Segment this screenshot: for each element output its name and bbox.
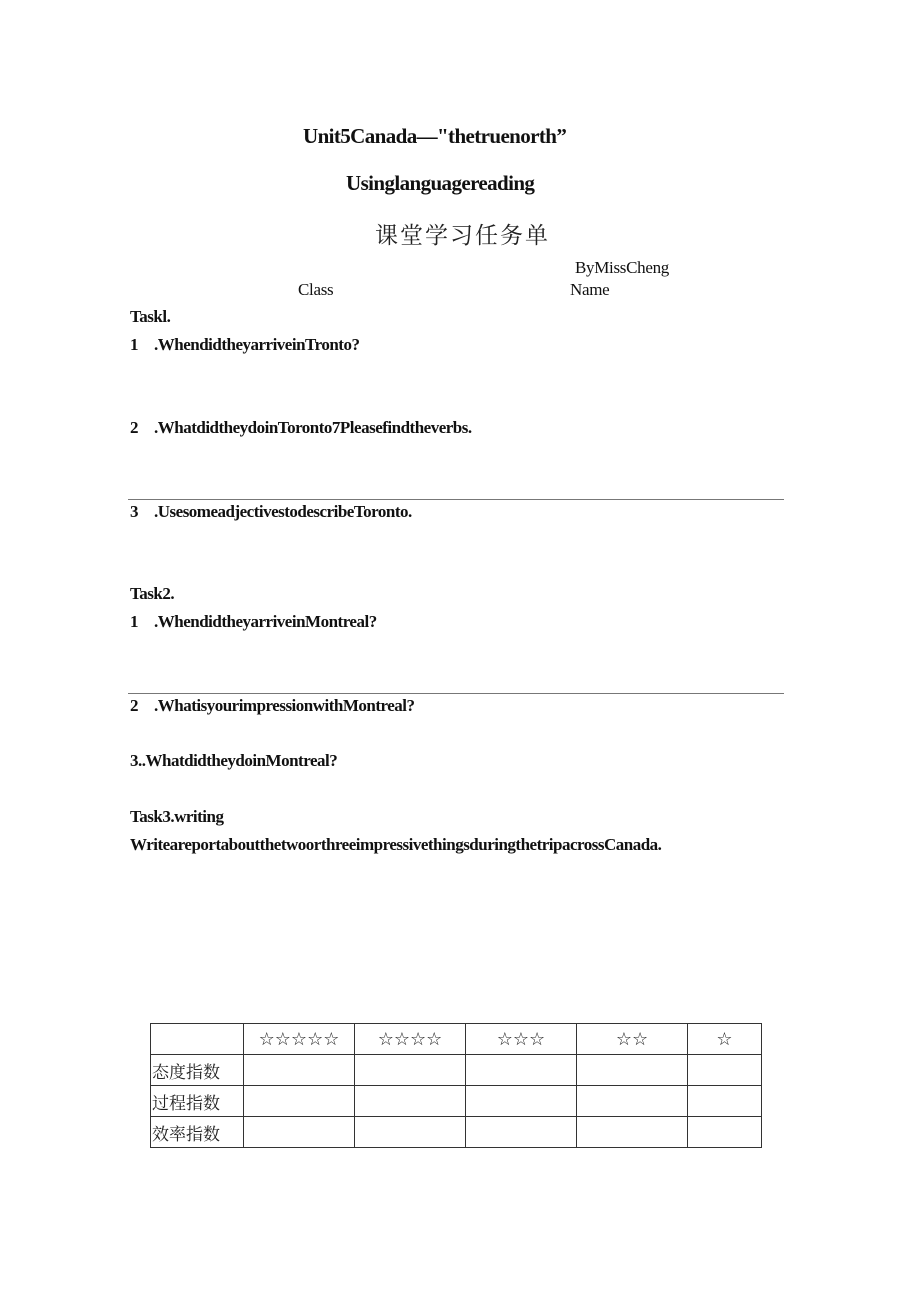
question-text: .UsesomeadjectivestodescribeToronto.	[154, 502, 412, 521]
question-number: 2	[130, 696, 138, 715]
task1-question-1	[130, 335, 359, 355]
question-number: 2	[130, 418, 138, 437]
question-text: .WhatdidtheydoinToronto7Pleasefindtheverbs.	[154, 418, 472, 437]
answer-line	[128, 499, 784, 500]
page-title: Unit5Canada—"thetruenorth”	[303, 124, 567, 148]
page-subtitle: Usinglanguagereading	[346, 171, 535, 195]
rating-cell[interactable]	[466, 1086, 577, 1117]
table-corner-cell	[151, 1024, 244, 1055]
rating-two-stars: ☆☆	[577, 1024, 688, 1055]
name-label: Name	[570, 280, 610, 299]
task1-question-2	[130, 418, 472, 438]
task1-heading: Taskl.	[130, 307, 171, 326]
answer-line	[128, 693, 784, 694]
task2-question-3: 3..WhatdidtheydoinMontreal?	[130, 751, 338, 770]
rating-cell[interactable]	[355, 1117, 466, 1148]
rating-four-stars: ☆☆☆☆	[355, 1024, 466, 1055]
task3-heading: Task3.writing	[130, 807, 224, 826]
worksheet-title-cn: 课堂学习任务单	[375, 223, 550, 249]
rating-cell[interactable]	[466, 1055, 577, 1086]
rating-cell[interactable]	[577, 1086, 688, 1117]
rating-cell[interactable]	[466, 1117, 577, 1148]
question-number: 1	[130, 612, 138, 631]
table-row	[151, 1055, 762, 1086]
question-text: .WhatisyourimpressionwithMontreal?	[154, 696, 415, 715]
rating-five-stars: ☆☆☆☆☆	[244, 1024, 355, 1055]
evaluation-table	[150, 1023, 762, 1148]
row-label-process: 过程指数	[151, 1086, 244, 1117]
rating-cell[interactable]	[244, 1055, 355, 1086]
rating-cell[interactable]	[355, 1055, 466, 1086]
row-label-efficiency: 效率指数	[151, 1117, 244, 1148]
rating-cell[interactable]	[688, 1117, 762, 1148]
rating-cell[interactable]	[244, 1117, 355, 1148]
table-row	[151, 1086, 762, 1117]
table-row	[151, 1117, 762, 1148]
rating-cell[interactable]	[577, 1117, 688, 1148]
question-text: .WhendidtheyarriveinTronto?	[154, 335, 360, 354]
rating-cell[interactable]	[688, 1055, 762, 1086]
task2-heading: Task2.	[130, 584, 175, 603]
task1-question-3	[130, 502, 412, 522]
rating-three-stars: ☆☆☆	[466, 1024, 577, 1055]
rating-cell[interactable]	[244, 1086, 355, 1117]
rating-cell[interactable]	[688, 1086, 762, 1117]
author-line: ByMissCheng	[575, 258, 669, 277]
table-header-row	[151, 1024, 762, 1055]
task2-question-1	[130, 612, 377, 632]
task3-prompt: WriteareportaboutthetwoorthreeimpressivethingsduringthetripacrossCanada.	[130, 835, 662, 854]
rating-one-star: ☆	[688, 1024, 762, 1055]
rating-cell[interactable]	[355, 1086, 466, 1117]
question-text: .WhendidtheyarriveinMontreal?	[154, 612, 377, 631]
task2-question-2	[130, 696, 415, 716]
question-number: 3	[130, 502, 138, 521]
question-number: 1	[130, 335, 138, 354]
row-label-attitude: 态度指数	[151, 1055, 244, 1086]
rating-cell[interactable]	[577, 1055, 688, 1086]
class-label: Class	[298, 280, 334, 299]
